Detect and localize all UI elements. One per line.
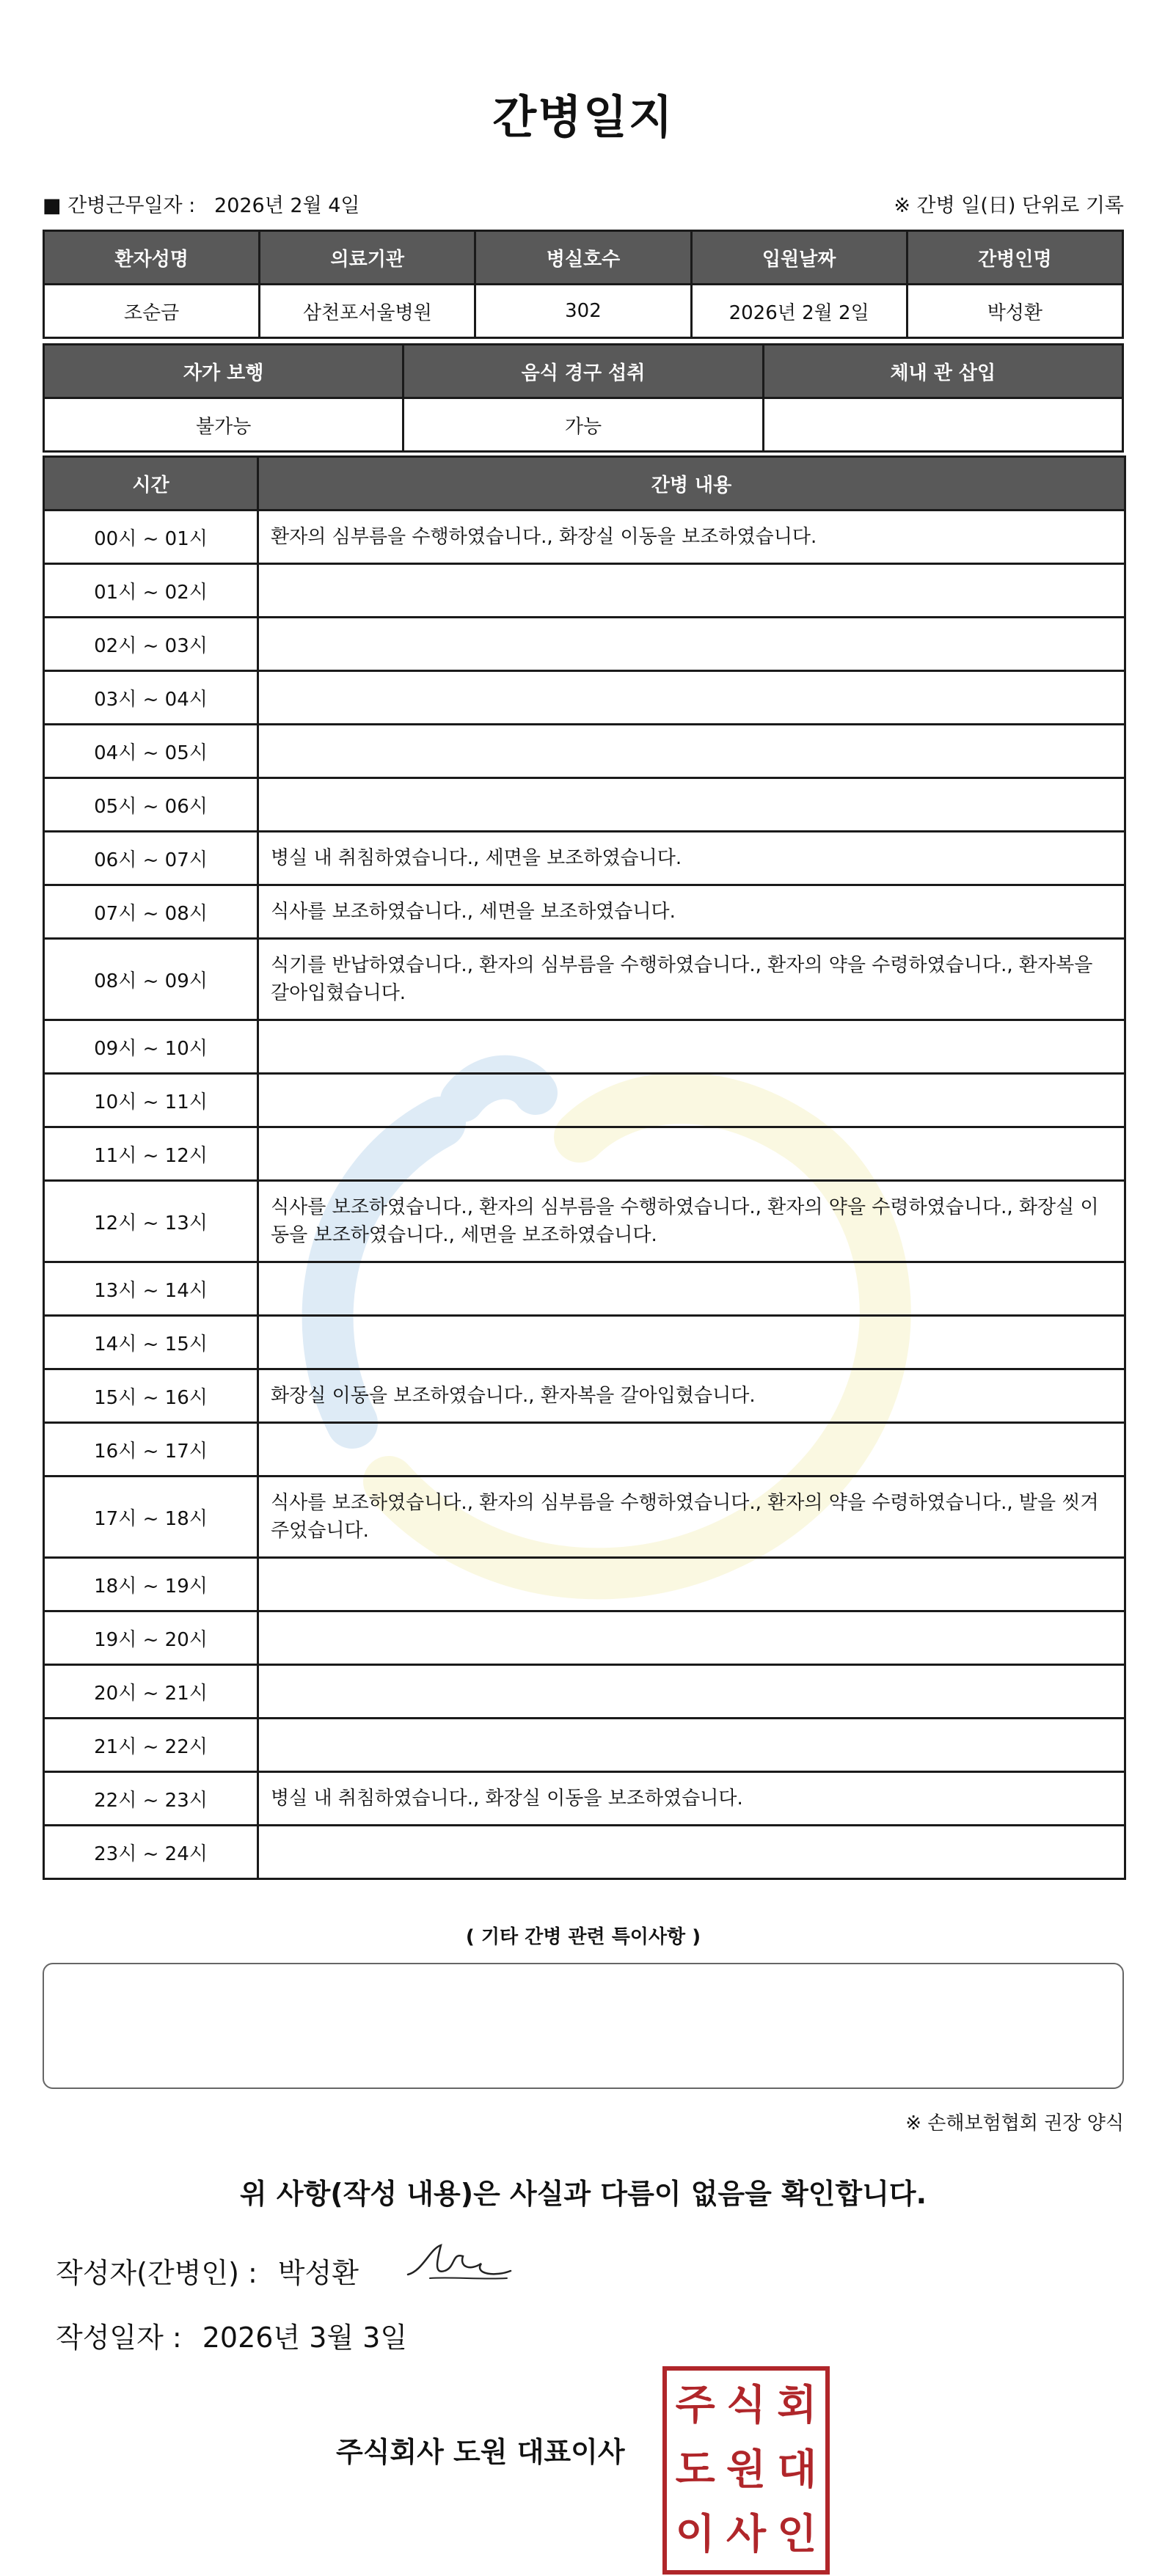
content-cell [258, 1127, 1125, 1181]
header-time: 시간 [44, 457, 258, 511]
content-cell [258, 1826, 1125, 1879]
recommend-note: ※ 손해보험협회 권장 양식 [905, 2112, 1124, 2134]
patient-status-table [43, 343, 1124, 453]
table-row [44, 511, 1125, 564]
writer-line [56, 2250, 359, 2291]
time-cell: 22시 ~ 23시 [44, 1772, 258, 1826]
work-date-value: 2026년 2월 4일 [214, 194, 360, 217]
content-cell [258, 1665, 1125, 1719]
written-date-value: 2026년 3월 3일 [202, 2321, 408, 2354]
table-row [44, 1477, 1125, 1558]
page-title: 간병일지 [492, 90, 674, 144]
content-cell [258, 1316, 1125, 1369]
time-cell: 21시 ~ 22시 [44, 1719, 258, 1772]
header-hospital: 의료기관 [260, 231, 475, 285]
time-cell: 08시 ~ 09시 [44, 939, 258, 1020]
room-number: 302 [475, 285, 691, 338]
time-cell: 11시 ~ 12시 [44, 1127, 258, 1181]
table-row [44, 1558, 1125, 1611]
table-row [44, 939, 1125, 1020]
content-cell: 병실 내 취침하였습니다., 세면을 보조하였습니다. [258, 832, 1125, 885]
care-log-table [43, 455, 1126, 1880]
time-cell: 06시 ~ 07시 [44, 832, 258, 885]
time-cell: 05시 ~ 06시 [44, 778, 258, 832]
table-row [44, 778, 1125, 832]
header-room: 병실호수 [475, 231, 691, 285]
time-cell: 23시 ~ 24시 [44, 1826, 258, 1879]
table-row [44, 1181, 1125, 1262]
time-cell: 00시 ~ 01시 [44, 511, 258, 564]
content-cell [258, 1423, 1125, 1477]
table-row [44, 1423, 1125, 1477]
table-row [44, 618, 1125, 671]
patient-info-table [43, 230, 1124, 339]
work-date-label: ■ 간병근무일자 : [43, 194, 196, 217]
header-oral-intake: 음식 경구 섭취 [403, 345, 763, 398]
time-cell: 12시 ~ 13시 [44, 1181, 258, 1262]
content-cell: 환자의 심부름을 수행하였습니다., 화장실 이동을 보조하였습니다. [258, 511, 1125, 564]
time-cell: 20시 ~ 21시 [44, 1665, 258, 1719]
table-row [44, 1826, 1125, 1879]
time-cell: 19시 ~ 20시 [44, 1611, 258, 1665]
time-cell: 18시 ~ 19시 [44, 1558, 258, 1611]
notes-box [43, 1963, 1124, 2089]
admission-date: 2026년 2월 2일 [691, 285, 907, 338]
content-cell: 병실 내 취침하였습니다., 화장실 이동을 보조하였습니다. [258, 1772, 1125, 1826]
header-care-content: 간병 내용 [258, 457, 1125, 511]
content-cell: 식사를 보조하였습니다., 환자의 심부름을 수행하였습니다., 환자의 약을 수령하였습니다., 발을 씻겨주었습니다. [258, 1477, 1125, 1558]
content-cell: 식사를 보조하였습니다., 환자의 심부름을 수행하였습니다., 환자의 약을 수령하였습니다., 화장실 이동을 보조하였습니다., 세면을 보조하였습니다. [258, 1181, 1125, 1262]
table-row [44, 1719, 1125, 1772]
table-row [44, 1262, 1125, 1316]
content-cell [258, 564, 1125, 618]
confirm-statement: 위 사항(작성 내용)은 사실과 다름이 없음을 확인합니다. [239, 2178, 927, 2210]
content-cell: 화장실 이동을 보조하였습니다., 환자복을 갈아입혔습니다. [258, 1369, 1125, 1423]
written-date-label: 작성일자 : [56, 2321, 182, 2354]
work-date [43, 189, 360, 218]
table-row [44, 671, 1125, 725]
writer-label: 작성자(간병인) : [56, 2257, 258, 2289]
table-row [44, 1316, 1125, 1369]
content-cell [258, 618, 1125, 671]
header-patient-name: 환자성명 [44, 231, 260, 285]
signature [401, 2234, 518, 2293]
content-cell [258, 671, 1125, 725]
header-caregiver: 간병인명 [907, 231, 1122, 285]
content-cell [258, 1611, 1125, 1665]
content-cell [258, 1020, 1125, 1074]
header-admission-date: 입원날짜 [691, 231, 907, 285]
hospital-name: 삼천포서울병원 [260, 285, 475, 338]
patient-name: 조순금 [44, 285, 260, 338]
table-row [44, 725, 1125, 778]
writer-name: 박성환 [277, 2257, 359, 2289]
oral-intake-value: 가능 [403, 398, 763, 452]
table-row [44, 1127, 1125, 1181]
content-cell [258, 1074, 1125, 1127]
content-cell [258, 1558, 1125, 1611]
content-cell: 식기를 반납하였습니다., 환자의 심부름을 수행하였습니다., 환자의 약을 수령하였습니다., 환자복을 갈아입혔습니다. [258, 939, 1125, 1020]
time-cell: 07시 ~ 08시 [44, 885, 258, 939]
notes-title: ( 기타 간병 관련 특이사항 ) [465, 1926, 701, 1948]
time-cell: 09시 ~ 10시 [44, 1020, 258, 1074]
caregiver-name: 박성환 [907, 285, 1122, 338]
record-note: ※ 간병 일(日) 단위로 기록 [894, 194, 1124, 217]
time-cell: 02시 ~ 03시 [44, 618, 258, 671]
content-cell [258, 1262, 1125, 1316]
time-cell: 17시 ~ 18시 [44, 1477, 258, 1558]
table-row [44, 1020, 1125, 1074]
table-row [44, 1665, 1125, 1719]
time-cell: 01시 ~ 02시 [44, 564, 258, 618]
written-date-line [56, 2315, 407, 2355]
table-row [44, 832, 1125, 885]
header-tube: 체내 관 삽입 [763, 345, 1122, 398]
header-walking: 자가 보행 [44, 345, 403, 398]
walking-value: 불가능 [44, 398, 403, 452]
time-cell: 14시 ~ 15시 [44, 1316, 258, 1369]
content-cell [258, 778, 1125, 832]
time-cell: 15시 ~ 16시 [44, 1369, 258, 1423]
meta-row [43, 189, 1124, 219]
content-cell: 식사를 보조하였습니다., 세면을 보조하였습니다. [258, 885, 1125, 939]
time-cell: 13시 ~ 14시 [44, 1262, 258, 1316]
table-row [44, 1772, 1125, 1826]
content-cell [258, 1719, 1125, 1772]
company-signature-line: 주식회사 도원 대표이사 [336, 2436, 625, 2468]
time-cell: 16시 ~ 17시 [44, 1423, 258, 1477]
table-row [44, 1611, 1125, 1665]
table-row [44, 885, 1125, 939]
content-cell [258, 725, 1125, 778]
time-cell: 04시 ~ 05시 [44, 725, 258, 778]
table-row [44, 1074, 1125, 1127]
table-row [44, 1369, 1125, 1423]
company-seal: 주 식 회 도 원 대 이 사 인 [662, 2366, 830, 2575]
table-row [44, 564, 1125, 618]
tube-value [763, 398, 1122, 452]
time-cell: 03시 ~ 04시 [44, 671, 258, 725]
time-cell: 10시 ~ 11시 [44, 1074, 258, 1127]
